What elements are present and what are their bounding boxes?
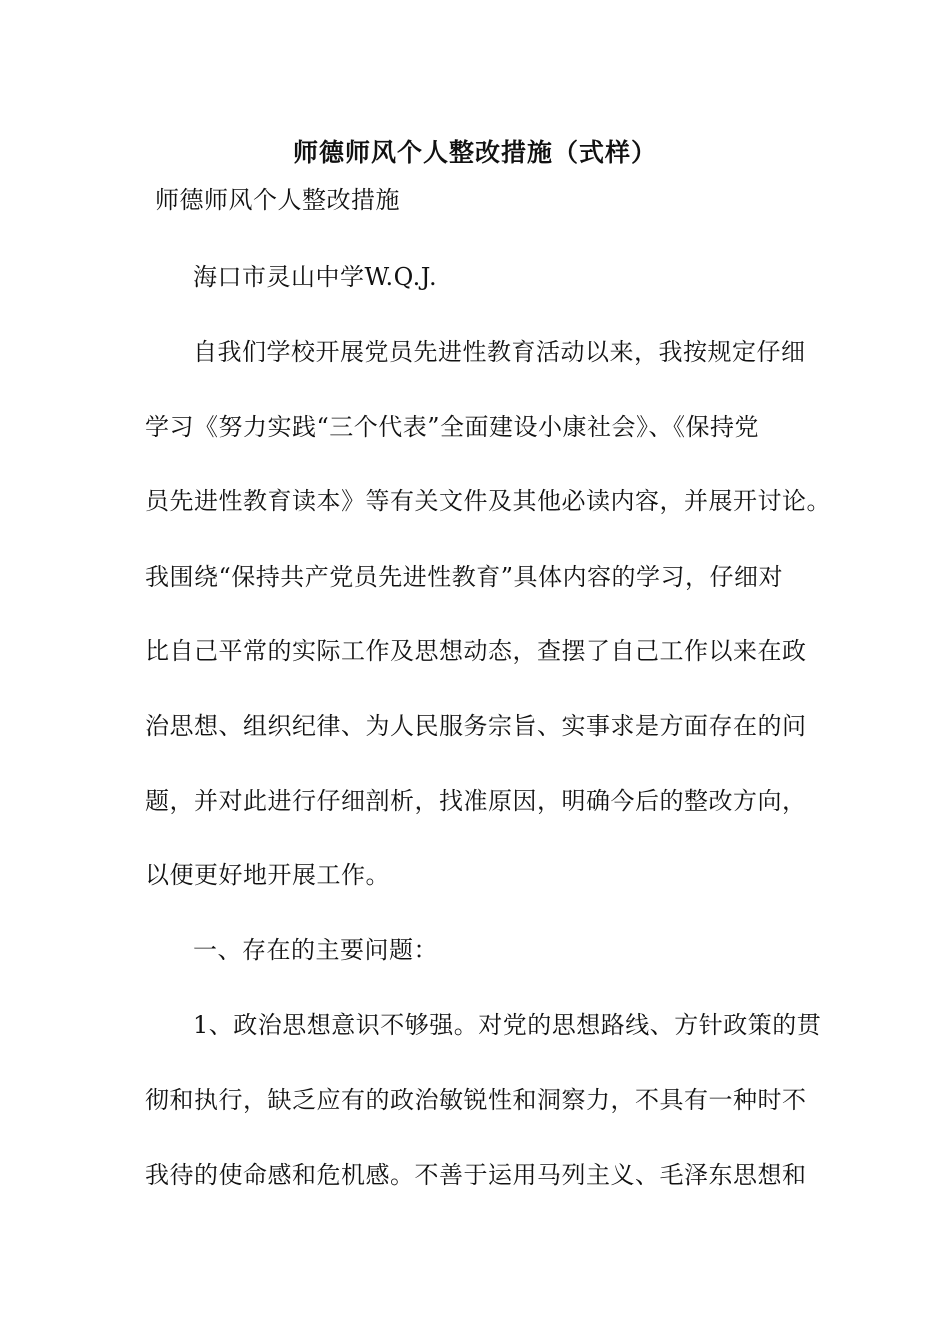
paragraph-line: 我待的使命感和危机感。不善于运用马列主义、毛泽东思想和 (145, 1161, 807, 1189)
paragraph-line: 我围绕“保持共产党员先进性教育”具体内容的学习，仔细对 (145, 563, 784, 591)
paragraph-line: 治思想、组织纪律、为人民服务宗旨、实事求是方面存在的问 (145, 712, 807, 740)
school-line: 海口市灵山中学W.Q.J. (193, 263, 438, 291)
paragraph-line: 题，并对此进行仔细剖析，找准原因，明确今后的整改方向， (145, 787, 807, 815)
document-subtitle: 师德师风个人整改措施 (155, 186, 400, 214)
document-title: 师德师风个人整改措施（式样） (292, 138, 657, 167)
paragraph-line: 彻和执行，缺乏应有的政治敏锐性和洞察力，不具有一种时不 (145, 1086, 807, 1114)
paragraph-line: 学习《努力实践“三个代表”全面建设小康社会》、《保持党 (145, 413, 760, 441)
paragraph-line: 以便更好地开展工作。 (145, 861, 390, 889)
paragraph-line: 员先进性教育读本》等有关文件及其他必读内容，并展开讨论。 (145, 487, 831, 515)
section-heading: 一、存在的主要问题： (193, 936, 438, 964)
paragraph-line: 比自己平常的实际工作及思想动态，查摆了自己工作以来在政 (145, 637, 807, 665)
paragraph-line: 1、政治思想意识不够强。对党的思想路线、方针政策的贯 (193, 1011, 822, 1039)
paragraph-line: 自我们学校开展党员先进性教育活动以来，我按规定仔细 (193, 338, 806, 366)
